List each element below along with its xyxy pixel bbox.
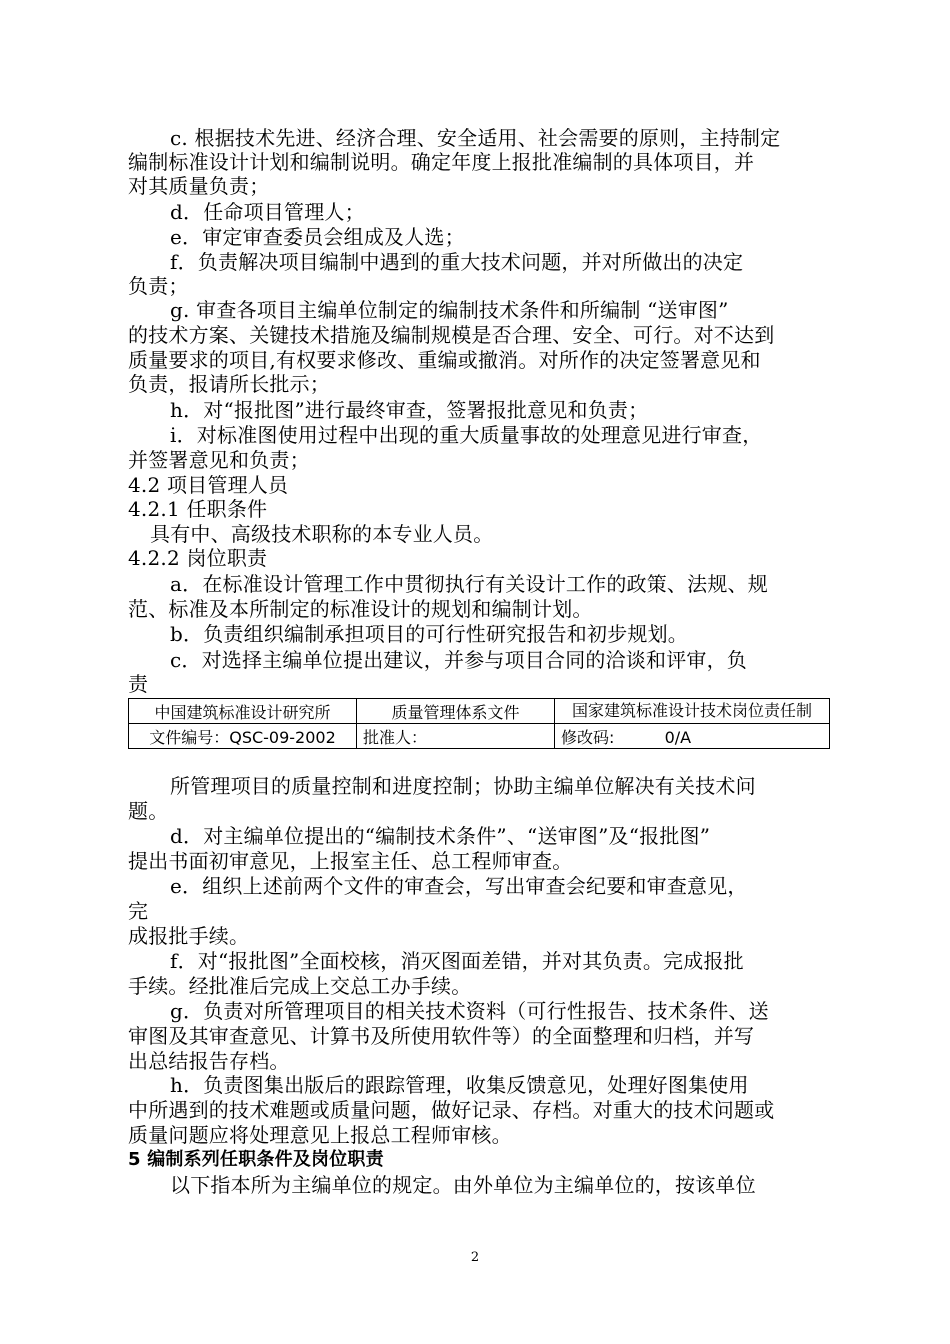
text-line: f．对“报批图”全面校核，消灭图面差错，并对其负责。完成报批 (170, 949, 744, 973)
text-line: 对其质量负责； (128, 174, 270, 198)
text-line: 中所遇到的技术难题或质量问题，做好记录、存档。对重大的技术问题或 (128, 1098, 775, 1122)
page-number: 2 (470, 1250, 480, 1265)
text-line: 质量要求的项目,有权要求修改、重编或撤消。对所作的决定签署意见和 (128, 348, 761, 372)
text-line: h．对“报批图”进行最终审查，签署报批意见和负责； (170, 398, 649, 422)
document-header-table (128, 698, 830, 749)
text-line: 负责； (128, 274, 189, 298)
section-heading: 4.2.2 岗位职责 (128, 546, 268, 570)
text-line: h．负责图集出版后的跟踪管理，收集反馈意见，处理好图集使用 (170, 1073, 749, 1097)
text-line: 质量问题应将处理意见上报总工程师审核。 (128, 1123, 512, 1147)
text-line: c. 根据技术先进、经济合理、安全适用、社会需要的原则，主持制定 (170, 126, 781, 150)
org-name-cell: 中国建筑标准设计研究所 (129, 699, 357, 724)
text-line: 以下指本所为主编单位的规定。由外单位为主编单位的，按该单位 (170, 1173, 756, 1197)
section-heading: 5 编制系列任职条件及岗位职责 (128, 1149, 384, 1170)
text-line: 的技术方案、关键技术措施及编制规模是否合理、安全、可行。对不达到 (128, 323, 775, 347)
doc-title-cell: 国家建筑标准设计技术岗位责任制 (555, 699, 830, 724)
text-line: 责 (128, 672, 149, 696)
text-line: d．对主编单位提出的“编制技术条件”、“送审图”及“报批图” (170, 824, 711, 848)
text-line: 出总结报告存档。 (128, 1049, 290, 1073)
doc-type-cell: 质量管理体系文件 (357, 699, 555, 724)
text-line: 具有中、高级技术职称的本专业人员。 (150, 522, 494, 546)
section-heading: 4.2.1 任职条件 (128, 497, 268, 521)
text-line: f．负责解决项目编制中遇到的重大技术问题，并对所做出的决定 (170, 250, 744, 274)
text-line: 手续。经批准后完成上交总工办手续。 (128, 974, 472, 998)
text-line: d．任命项目管理人； (170, 200, 365, 224)
text-line: 负责，报请所长批示； (128, 372, 330, 396)
text-line: b．负责组织编制承担项目的可行性研究报告和初步规划。 (170, 622, 689, 646)
text-line: c．对选择主编单位提出建议，并参与项目合同的洽谈和评审，负 (170, 648, 748, 672)
text-line: 题。 (128, 799, 169, 823)
text-line: 成报批手续。 (128, 924, 250, 948)
revision-label: 修改码: (561, 727, 615, 747)
text-line: e．组织上述前两个文件的审查会，写出审查会纪要和审查意见， (170, 874, 748, 898)
text-line: 编制标准设计计划和编制说明。确定年度上报批准编制的具体项目，并 (128, 150, 755, 174)
text-line: 所管理项目的质量控制和进度控制；协助主编单位解决有关技术问 (170, 774, 756, 798)
text-line: i．对标准图使用过程中出现的重大质量事故的处理意见进行审查， (170, 423, 763, 447)
revision-value: 0/A (664, 727, 692, 747)
text-line: 并签署意见和负责； (128, 448, 310, 472)
revision-cell (555, 724, 830, 749)
text-line: 审图及其审查意见、计算书及所使用软件等）的全面整理和归档，并写 (128, 1024, 755, 1048)
text-line: 范、标准及本所制定的标准设计的规划和编制计划。 (128, 597, 593, 621)
text-line: 完 (128, 899, 149, 923)
text-line: g．负责对所管理项目的相关技术资料（可行性报告、技术条件、送 (170, 999, 769, 1023)
approver-cell: 批准人： (357, 724, 555, 749)
section-heading: 4.2 项目管理人员 (128, 473, 289, 497)
file-number-cell: 文件编号：QSC-09-2002 (129, 724, 357, 749)
text-line: a．在标准设计管理工作中贯彻执行有关设计工作的政策、法规、规 (170, 572, 768, 596)
text-line: 提出书面初审意见，上报室主任、总工程师审查。 (128, 849, 573, 873)
text-line: e．审定审查委员会组成及人选； (170, 225, 465, 249)
text-line: g. 审查各项目主编单位制定的编制技术条件和所编制 “送审图” (170, 298, 729, 322)
